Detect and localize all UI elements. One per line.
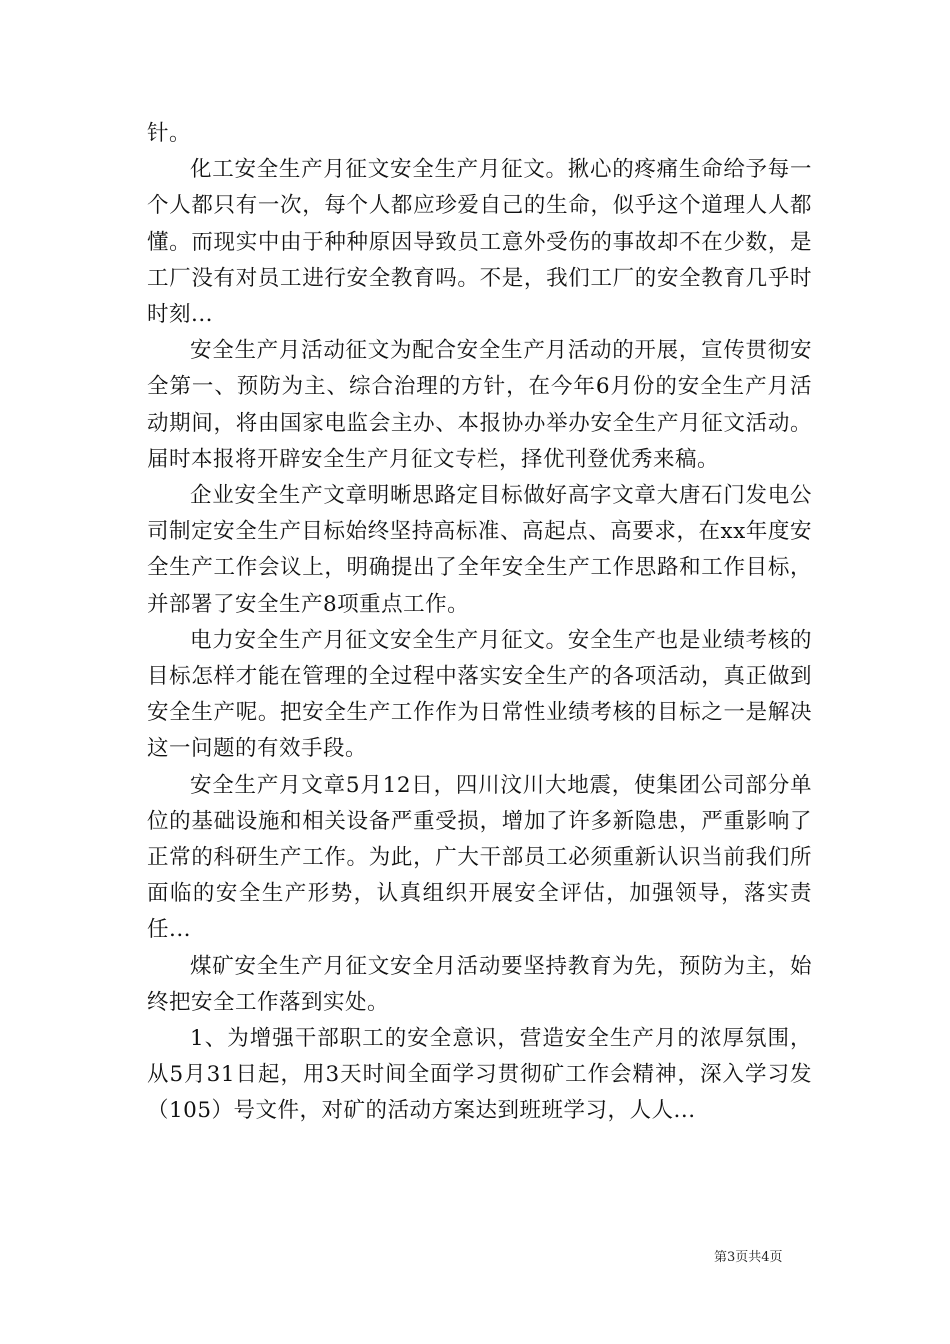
page-number: 第3页共4页 bbox=[714, 1250, 783, 1265]
paragraph-earthquake: 安全生产月文章5月12日，四川汶川大地震，使集团公司部分单位的基础设施和相关设备严重受损，增加了许多新隐患，严重影响了正常的科研生产工作。为此，广大干部员工必须重新认识当前我们所面临的安全生产形势，认真组织开展安全评估，加强领导，落实责任... bbox=[147, 772, 812, 943]
paragraph-coal-mine: 煤矿安全生产月征文安全月活动要坚持教育为先，预防为主，始终把安全工作落到实处。 bbox=[147, 953, 812, 1015]
paragraph-enterprise-safety: 企业安全生产文章明晰思路定目标做好高字文章大唐石门发电公司制定安全生产目标始终坚持高标准、高起点、高要求，在xx年度安全生产工作会议上，明确提出了全年安全生产工作思路和工作目标，并部署了安全生产8项重点工作。 bbox=[147, 483, 812, 617]
paragraph-continuation: 针。 bbox=[147, 121, 192, 146]
document-body bbox=[147, 116, 812, 1130]
paragraph-chemical-safety: 化工安全生产月征文安全生产月征文。揪心的疼痛生命给予每一个人都只有一次，每个人都应珍爱自己的生命，似乎这个道理人人都懂。而现实中由于种种原因导致员工意外受伤的事故却不在少数，是工厂没有对员工进行安全教育吗。不是，我们工厂的安全教育几乎时时刻... bbox=[147, 157, 812, 328]
paragraph-item-1: 1、为增强干部职工的安全意识，营造安全生产月的浓厚氛围，从5月31日起，用3天时间全面学习贯彻矿工作会精神，深入学习发（105）号文件，对矿的活动方案达到班班学习，人人... bbox=[147, 1026, 812, 1124]
paragraph-power-safety: 电力安全生产月征文安全生产月征文。安全生产也是业绩考核的目标怎样才能在管理的全过程中落实安全生产的各项活动，真正做到安全生产呢。把安全生产工作作为日常性业绩考核的目标之一是解决这一问题的有效手段。 bbox=[147, 627, 812, 762]
paragraph-safety-month-activity: 安全生产月活动征文为配合安全生产月活动的开展，宣传贯彻安全第一、预防为主、综合治理的方针，在今年6月份的安全生产月活动期间，将由国家电监会主办、本报协办举办安全生产月征文活动。届时本报将开辟安全生产月征文专栏，择优刊登优秀来稿。 bbox=[147, 338, 812, 472]
